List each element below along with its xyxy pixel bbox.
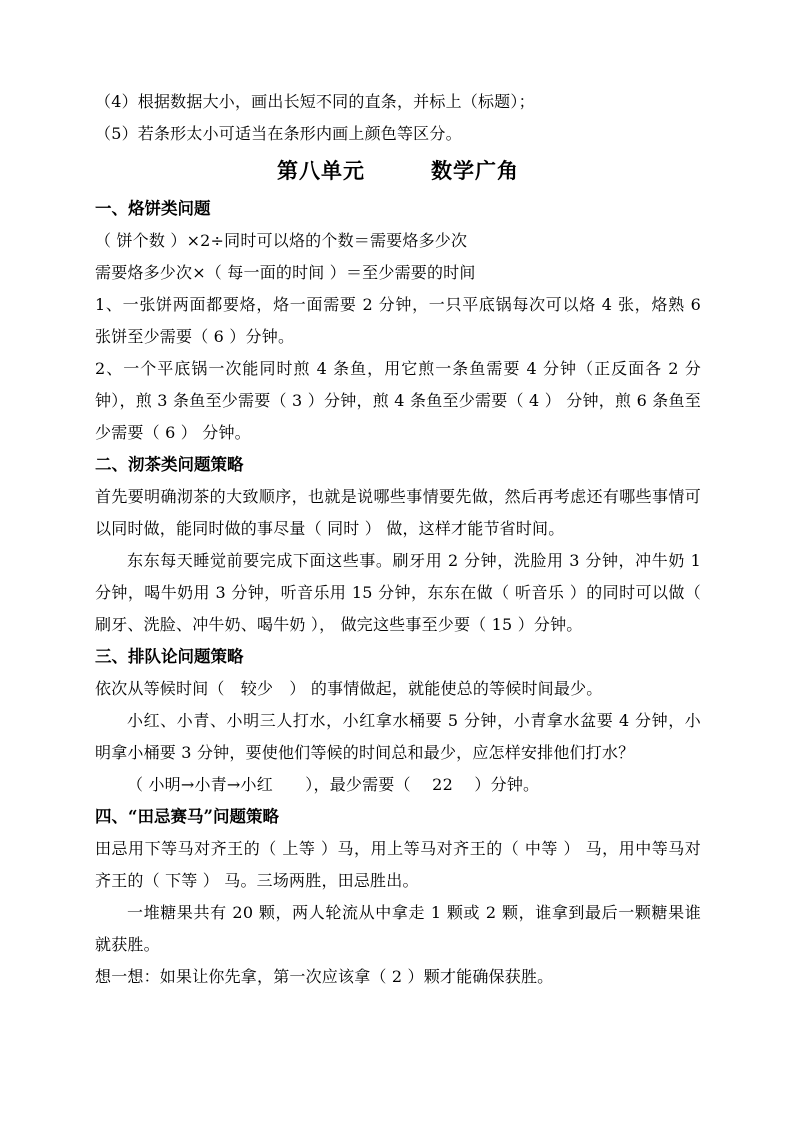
section-heading-4: 四、“田忌赛马”问题策略 bbox=[95, 807, 279, 826]
paragraph-pancake-formula-2: 需要烙多少次×（ 每一面的时间 ）＝至少需要的时间 bbox=[95, 263, 476, 282]
paragraph-candy-game: 一堆糖果共有 20 颗，两人轮流从中拿走 1 颗或 2 颗，谁拿到最后一颗糖果谁就获胜。 bbox=[95, 903, 701, 954]
paragraph-pancake-problem-2: 2、一个平底锅一次能同时煎 4 条鱼，用它煎一条鱼需要 4 分钟（正反面各 2 分钟），煎 3 条鱼至少需要（ 3 ）分钟，煎 4 条鱼至少需要（ 4 ） 分钟，煎 6 条鱼至少需要（ 6 ） 分钟。 bbox=[95, 359, 701, 442]
paragraph-horse-racing: 田忌用下等马对齐王的（ 上等 ）马，用上等马对齐王的（ 中等 ） 马，用中等马对齐王的（ 下等 ） 马。三场两胜，田忌胜出。 bbox=[95, 839, 701, 890]
paragraph-think-question: 想一想：如果让你先拿，第一次应该拿（ 2 ）颗才能确保获胜。 bbox=[95, 967, 554, 986]
paragraph-bar-chart-step5: （5）若条形太小可适当在条形内画上颜色等区分。 bbox=[95, 124, 462, 143]
paragraph-queue-answer: （ 小明→小青→小红 ），最少需要（ 22 ）分钟。 bbox=[127, 775, 540, 794]
section-heading-1: 一、烙饼类问题 bbox=[95, 199, 211, 218]
paragraph-queue-strategy: 依次从等候时间（ 较少 ） 的事情做起，就能使总的等候时间最少。 bbox=[95, 679, 603, 698]
paragraph-tea-strategy: 首先要明确沏茶的大致顺序，也就是说哪些事情要先做，然后再考虑还有哪些事情可以同时做，能同时做的事尽量（ 同时 ） 做，这样才能节省时间。 bbox=[95, 487, 701, 538]
paragraph-bar-chart-step4: （4）根据数据大小，画出长短不同的直条，并标上（标题）； bbox=[95, 92, 535, 111]
paragraph-pancake-formula-1: （ 饼个数 ）×2÷同时可以烙的个数＝需要烙多少次 bbox=[95, 231, 468, 250]
paragraph-pancake-problem-1: 1、一张饼两面都要烙，烙一面需要 2 分钟，一只平底锅每次可以烙 4 张，烙熟 6 张饼至少需要（ 6 ）分钟。 bbox=[95, 295, 701, 346]
section-heading-3: 三、排队论问题策略 bbox=[95, 647, 244, 666]
section-heading-2: 二、沏茶类问题策略 bbox=[95, 455, 244, 474]
unit-title: 第八单元 数学广角 bbox=[277, 158, 519, 183]
paragraph-queue-example: 小红、小青、小明三人打水，小红拿水桶要 5 分钟，小青拿水盆要 4 分钟，小明拿小桶要 3 分钟，要使他们等候的时间总和最少，应怎样安排他们打水？ bbox=[95, 711, 701, 762]
paragraph-tea-example: 东东每天睡觉前要完成下面这些事。刷牙用 2 分钟，洗脸用 3 分钟，冲牛奶 1 分钟，喝牛奶用 3 分钟，听音乐用 15 分钟，东东在做（ 听音乐 ）的同时可以做（ 刷牙、洗脸、冲牛奶、喝牛奶 ）， 做完这些事至少要（ 15 ）分钟。 bbox=[95, 551, 701, 634]
